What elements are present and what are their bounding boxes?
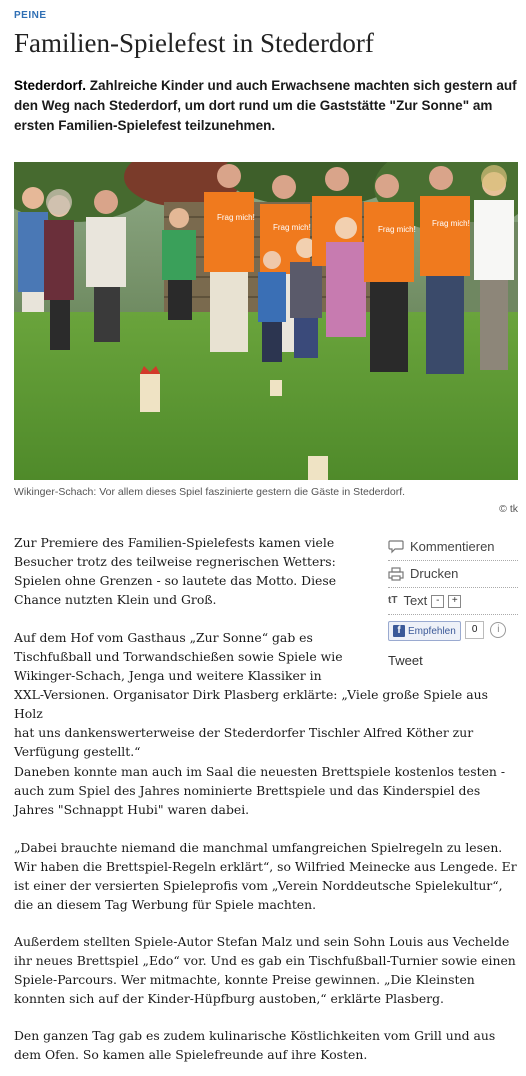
p2-line: Tischfußball und Torwandschießen sowie Spiele wie <box>14 649 343 664</box>
text-size-icon: tT <box>388 595 398 606</box>
p1-line: Chance nutzten Klein und Groß. <box>14 592 217 607</box>
photo-caption: Wikinger-Schach: Vor allem dieses Spiel faszinierte gestern die Gäste in Stederdorf. <box>14 486 406 498</box>
p2-line: Wikinger-Schach, Jenga und weitere Klassiker in <box>14 668 322 683</box>
facebook-icon: f <box>393 625 405 637</box>
facebook-recommend-button[interactable] <box>388 621 461 641</box>
social-buttons <box>388 620 520 668</box>
print-label: Drucken <box>410 566 459 581</box>
text-size-label: Text <box>403 593 428 608</box>
info-icon[interactable]: i <box>490 622 506 638</box>
p2-line: XXL-Versionen. Organisator Dirk Plasberg erklärte: „Viele große Spiele aus Holz <box>14 687 488 721</box>
article-photo[interactable] <box>14 162 518 480</box>
lead-paragraph <box>14 76 518 136</box>
comment-button[interactable] <box>388 534 518 561</box>
svg-text:Frag mich!: Frag mich! <box>217 213 255 222</box>
text-larger-button[interactable]: + <box>448 595 461 608</box>
comment-label: Kommentieren <box>410 539 495 554</box>
facebook-label: Empfehlen <box>408 625 456 637</box>
photo-illustration <box>14 162 518 480</box>
print-button[interactable] <box>388 561 518 588</box>
printer-icon <box>388 567 404 581</box>
paragraph-3: Daneben konnte man auch im Saal die neuesten Brettspiele kostenlos testen - auch zum Spiel des Jahres nominierte Brettspiele und das Kinderspiel des Jahres "Schnappt Hubi" waren dabei. <box>14 764 506 817</box>
svg-text:Frag mich!: Frag mich! <box>432 219 470 228</box>
tweet-button[interactable]: Tweet <box>388 653 423 668</box>
lead-place: Stederdorf. <box>14 78 87 93</box>
lead-text: Zahlreiche Kinder und auch Erwachsene machten sich gestern auf den Weg nach Stederdorf, um dort rund um die Gaststätte "Zur Sonne" am ersten Familien-Spielefest teilzunehmen. <box>14 78 517 133</box>
photo-credit: © tk <box>499 503 518 515</box>
p1-line: Spielen ohne Grenzen - so lautete das Motto. Diese <box>14 573 337 588</box>
p2-line: Auf dem Hof vom Gasthaus „Zur Sonne“ gab es <box>14 630 313 645</box>
svg-text:Frag mich!: Frag mich! <box>378 225 416 234</box>
p1-line: Zur Premiere des Familien-Spielefests kamen viele <box>14 535 335 550</box>
p2-line: Verfügung gestellt.“ <box>14 744 141 759</box>
svg-text:Frag mich!: Frag mich! <box>273 223 311 232</box>
paragraph-4: „Dabei brauchte niemand die manchmal umfangreichen Spielregeln zu lesen. Wir haben die Brettspiel-Regeln erklärt“, so Wilfried Meinecke aus Lengede. Er ist einer der versierten Spieleprofis vom „Verein Norddeutsche Spielekultur“, die an diesem Tag Werbung für Spiele machten. <box>14 840 517 912</box>
paragraph-6: Den ganzen Tag gab es zudem kulinarische Köstlichkeiten vom Grill und aus dem Ofen. So kamen alle Spielefreunde auf ihre Kosten. <box>14 1028 496 1062</box>
facebook-count: 0 <box>465 621 485 639</box>
paragraph-1 <box>14 533 374 609</box>
comment-icon <box>388 540 404 554</box>
p1-line: Besucher trotz des teilweise regnerischen Wetters: <box>14 554 336 569</box>
article-tools <box>388 534 518 615</box>
p2-line: hat uns dankenswerterweise der Stederdorfer Tischler Alfred Köther zur <box>14 725 474 740</box>
paragraph-5: Außerdem stellten Spiele-Autor Stefan Malz und sein Sohn Louis aus Vechelde ihr neues Brettspiel „Edo“ vor. Und es gab ein Tischfußball-Turnier sowie einen Spiele-Parcours. Wer mitmachte, konnte Preise gewinnen. „Die Kleinsten konnten sich auf der Kinder-Hüpfburg austoben,“ erklärte Plasberg. <box>14 934 516 1006</box>
text-smaller-button[interactable]: - <box>431 595 444 608</box>
text-size-control <box>388 588 518 615</box>
headline: Familien-Spielefest in Stederdorf <box>14 28 374 58</box>
section-label[interactable]: PEINE <box>14 10 47 21</box>
